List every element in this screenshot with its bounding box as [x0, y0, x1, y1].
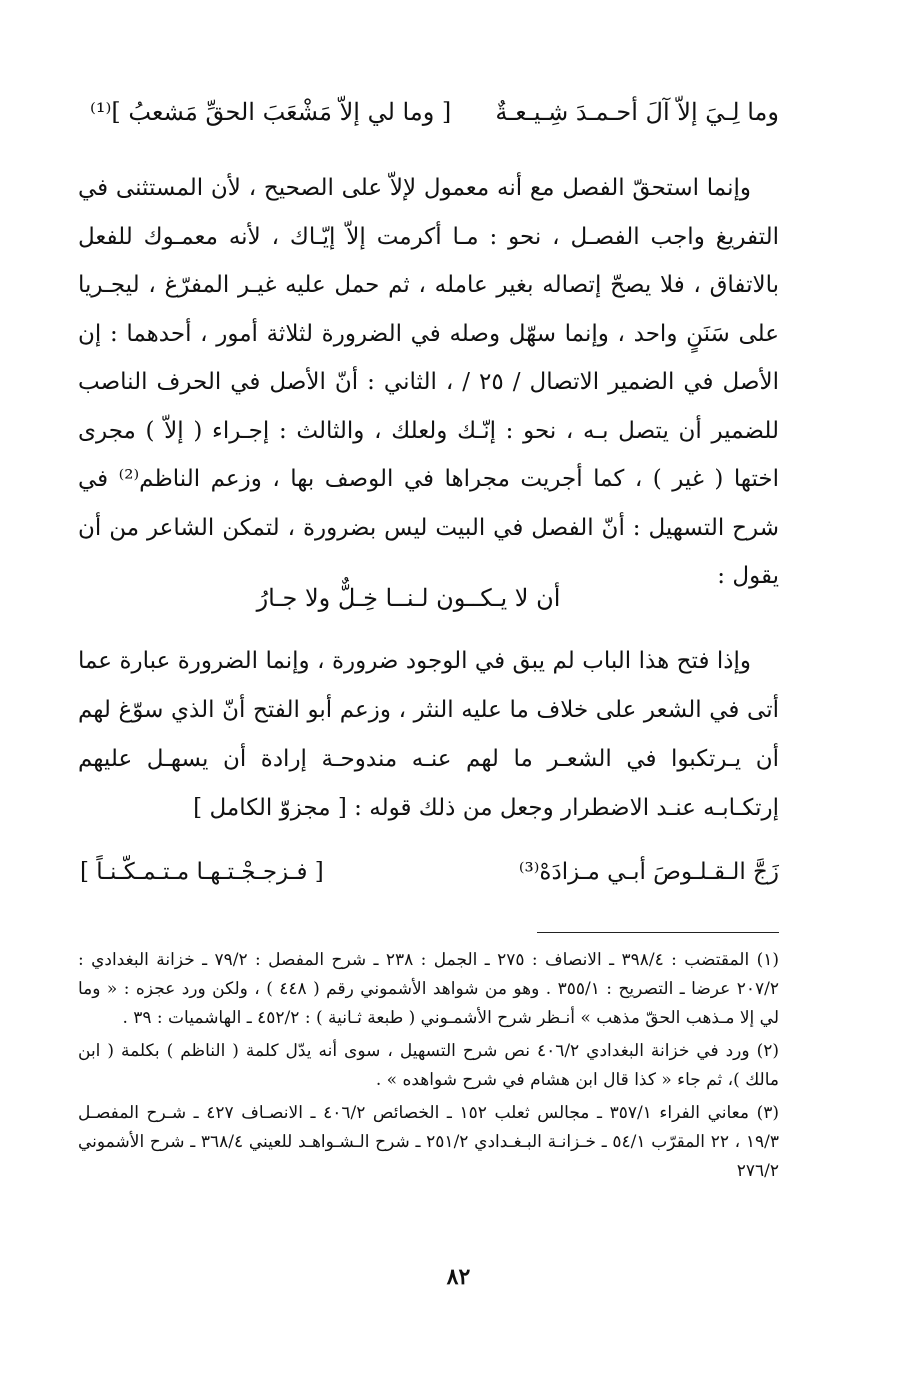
verse-top-hemistich-1: وما لِـيَ إلاّ آلَ أحـمـدَ شِـيـعـةٌ — [495, 98, 779, 126]
footnote-3: (٣) معاني الفراء ٣٥٧/١ ـ مجالس ثعلب ١٥٢ ـ الخصائص ٤٠٦/٢ ـ الانصـاف ٤٢٧ ـ شـرح المفصـل ١٩/٣ ، ٢٢ المقرّب ٥٤/١ ـ خـزانـة البـغـدادي ٢٥١/٢ ـ شرح الـشـواهـد للعيني ٣٦٨/٤ ـ شرح الأشموني ٢٧٦/٢ — [78, 1103, 780, 1181]
footnotes — [78, 946, 779, 1190]
paragraph-1-text: وإنما استحقّ الفصل مع أنه معمول لإلاّ على الصحيح ، لأن المستثنى في التفريغ واجب الفصـل ، نحو : مـا أكرمت إلاّ إيّـاك ، لأنه معمـوك للفعل بالاتفاق ، فلا يصحّ إتصاله بغير عامله ، ثم حمل عليه غيـر المفرّغ ، ليجـريا على سَنَنٍ واحد ، وإنما سهّل وصله في الضرورة لثلاثة أمور ، أحدهما : إن الأصل في الضمير الاتصال / ٢٥ / ، الثاني : أنّ الأصل في الحرف الناصب للضمير أن يتصل بـه ، نحو : إنّـك ولعلك ، والثالث : إجـراء ( إلاّ ) مجرى اختها ( غير ) ، كما أجريت مجراها في الوصف بها ، وزعم الناظم⁽²⁾ في شرح التسهيل : أنّ الفصل في البيت ليس بضرورة ، لتمكن الشاعر من أن يقول : — [78, 175, 780, 589]
page-number: ٨٢ — [446, 1264, 471, 1290]
footnote-2: (٢) ورد في خزانة البغدادي ٤٠٦/٢ نص شرح التسهيل ، سوى أنه يدّل كلمة ( الناظم ) بكلمة ( ابن مالك )، ثم جاء « كذا قال ابن هشام في شرح شواهده » . — [78, 1041, 779, 1090]
verse-bottom-hemistich-2: زَجَّ الـقـلـوصَ أبـي مـزادَهْ⁽³⁾ — [518, 859, 779, 885]
verse-bottom — [80, 852, 779, 892]
verse-bottom-hemistich-1: [ فـزجـجْـتـهـا مـتـمـكّـنـاً ] — [80, 859, 324, 885]
footnote-divider — [537, 932, 779, 933]
verse-top-hemistich-2: [ وما لي إلاّ مَشْعَبَ الحقِّ مَشعبُ ]⁽¹⁾ — [90, 98, 452, 126]
paragraph-2 — [78, 637, 779, 833]
paragraph-2-text: وإذا فتح هذا الباب لم يبق في الوجود ضرورة ، وإنما الضرورة عبارة عما أتى في الشعر على خلاف ما عليه النثر ، وزعم أبو الفتح أنّ الذي سوّغ لهم أن يـرتكبوا في الشعـر ما لهم عنـه مندوحـة إرادة أن يسهـل عليهم إرتكـابـه عنـد الاضطرار وجعل من ذلك قوله : [ مجزوّ الكامل ] — [78, 648, 779, 821]
footnote-1: (١) المقتضب : ٣٩٨/٤ ـ الانصاف : ٢٧٥ ـ الجمل : ٢٣٨ ـ شرح المفصل : ٧٩/٢ ـ خزانة البغدادي : ٢٠٧/٢ عرضا ـ التصريح : ٣٥٥/١ . وهو من شواهد الأشموني رقم ( ٤٤٨ ) ، ولكن ورد عجزه : « وما لي إلا مـذهب الحقّ مذهب » أنـظر شرح الأشمـوني ( طبعة ثـانية ) : ٤٥٢/٢ ـ الهاشميات : ٣٩ . — [78, 950, 779, 1028]
paragraph-1 — [78, 164, 779, 601]
verse-top — [90, 92, 779, 132]
verse-center: أن لا يـكــون لـنــا خِـلٌّ ولا جـارُ — [256, 584, 561, 612]
